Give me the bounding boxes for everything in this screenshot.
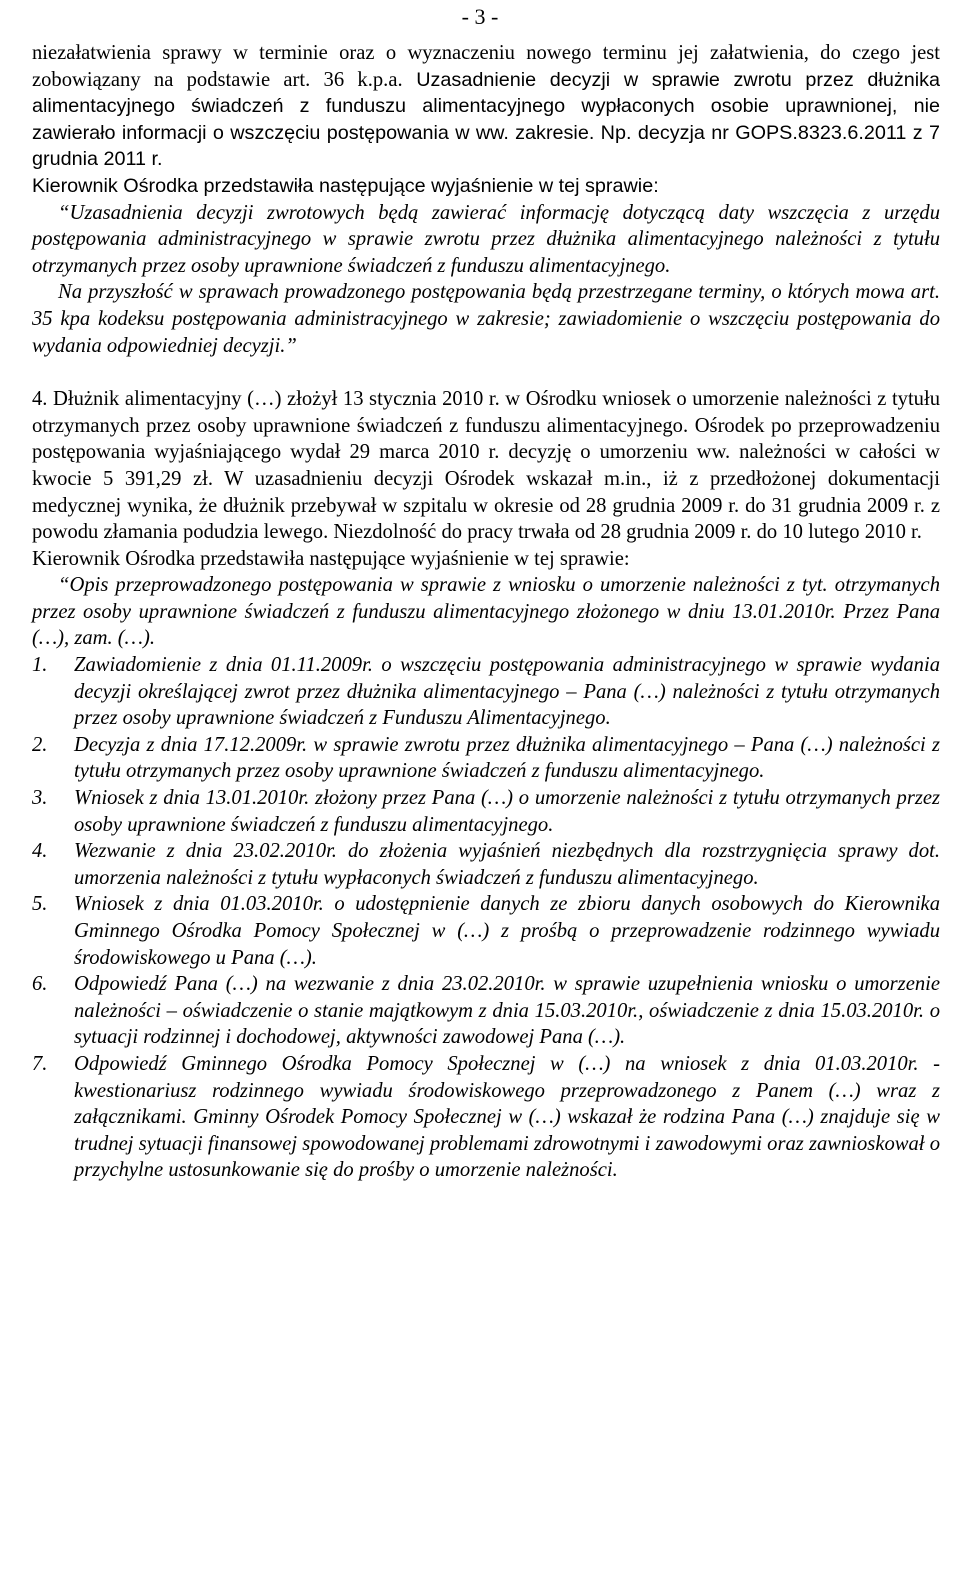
paragraph-1-sans: Uzasadnienie decyzji w sprawie zwrotu przez dłużnika alimentacyjnego świadczeń z funduszu alimentacyjnego wypłaconych osobie uprawnionej, nie zawierało informacji o wszczęciu postępowania w ww. zakresie. Np. decyzja nr GOPS.8323.6.2011 z 7 grudnia 2011 r. (32, 68, 940, 171)
list-item-number: 2. (32, 733, 48, 756)
list-item (32, 652, 940, 732)
list-item-text: Decyzja z dnia 17.12.2009r. w sprawie zwrotu przez dłużnika alimentacyjnego – Pana (…) należności z tytułu otrzymanych przez osoby uprawnione świadczeń z funduszu alimentacyjnego. (74, 733, 940, 783)
list-item (32, 1051, 940, 1184)
list-item (32, 891, 940, 971)
paragraph-1-serif: niezałatwienia sprawy w terminie oraz o wyznaczeniu nowego terminu jej załatwienia, do czego jest zobowiązany na podstawie art. 36 k.p.a. (32, 42, 940, 91)
explanation-intro-2: Kierownik Ośrodka przedstawiła następujące wyjaśnienie w tej sprawie: (32, 547, 630, 570)
list-item (32, 838, 940, 891)
quote-1: “Uzasadnienia decyzji zwrotowych będą zawierać informację dotyczącą daty wszczęcia z urzędu postępowania administracyjnego w sprawie zwrotu przez dłużnika alimentacyjnego należności z tytułu otrzymanych przez osoby uprawnione świadczeń z funduszu alimentacyjnego. (32, 201, 940, 277)
list-item (32, 732, 940, 785)
quote-3: “Opis przeprowadzonego postępowania w sprawie z wniosku o umorzenie należności z tyt. otrzymanych przez osoby uprawnione świadczeń z funduszu alimentacyjnego złożonego w dniu 13.01.2010r. Przez Pana (…), zam. (…). (32, 574, 940, 650)
paragraph-1 (32, 40, 940, 173)
list-item-number: 5. (32, 893, 48, 916)
list-item-number: 6. (32, 973, 48, 996)
list-item (32, 785, 940, 838)
list-item-number: 3. (32, 787, 48, 810)
list-item-text: Zawiadomienie z dnia 01.11.2009r. o wszczęciu postępowania administracyjnego w sprawie wydania decyzji określającej zwrot przez dłużnika alimentacyjnego – Pana (…) należności z tytułu otrzymanych przez osoby uprawnione świadczeń z Funduszu Alimentacyjnego. (74, 654, 940, 730)
list-item-number: 7. (32, 1052, 48, 1075)
list-item-text: Odpowiedź Pana (…) na wezwanie z dnia 23.02.2010r. w sprawie uzupełnienia wniosku o umorzenie należności – oświadczenie o stanie majątkowym z dnia 15.03.2010r., oświadczenie z dnia 15.03.2010r. o sytuacji rodzinnej i dochodowej, aktywności zawodowej Pana (…). (74, 973, 940, 1049)
list-item (32, 971, 940, 1051)
list-item-text: Wniosek z dnia 01.03.2010r. o udostępnienie danych ze zbioru danych osobowych do Kierownika Gminnego Ośrodka Pomocy Społecznej w (…) z prośbą o przeprowadzenie rodzinnego wywiadu środowiskowego u Pana (…). (74, 893, 940, 969)
paragraph-gap (32, 359, 940, 386)
list-item-text: Odpowiedź Gminnego Ośrodka Pomocy Społecznej w (…) na wniosek z dnia 01.03.2010r. - kwestionariusz rodzinnego wywiadu środowiskowego przeprowadzonego z Panem (…) wraz z załącznikami. Gminny Ośrodek Pomocy Społecznej w (…) wskazał że rodzina Pana (…) znajduje się w trudnej sytuacji finansowej spowodowanej problemami zdrowotnymi i zawodowymi oraz zawnioskował o przychylne ustosunkowanie się do prośby o umorzenie należności. (74, 1052, 940, 1182)
list-item-text: Wezwanie z dnia 23.02.2010r. do złożenia wyjaśnień niezbędnych dla rozstrzygnięcia sprawy dot. umorzenia należności z tytułu wypłaconych świadczeń z funduszu alimentacyjnego. (74, 840, 940, 889)
document-list (32, 652, 940, 1184)
finding-4: 4. Dłużnik alimentacyjny (…) złożył 13 stycznia 2010 r. w Ośrodku wniosek o umorzenie należności z tytułu otrzymanych przez osoby uprawnione świadczeń z funduszu alimentacyjnego. Ośrodek po przeprowadzeniu postępowania wyjaśniającego wydał 29 marca 2010 r. decyzję o umorzeniu ww. należności w całości w kwocie 5 391,29 zł. W uzasadnieniu decyzji Ośrodek wskazał m.in., iż z przedłożonej dokumentacji medycznej wynika, że dłużnik przebywał w szpitalu w okresie od 28 grudnia 2009 r. do 31 grudnia 2009 r. z powodu złamania podudzia lewego. Niezdolność do pracy trwała od 28 grudnia 2009 r. do 10 lutego 2010 r. (32, 388, 940, 544)
document-body (32, 40, 940, 1184)
list-item-number: 4. (32, 840, 48, 863)
quote-2: Na przyszłość w sprawach prowadzonego postępowania będą przestrzegane terminy, o których mowa art. 35 kpa kodeksu postępowania administracyjnego w zakresie; zawiadomienie o wszczęciu postępowania do wydania odpowiedniej decyzji.” (32, 281, 940, 357)
page-number: - 3 - (461, 4, 499, 29)
list-item-number: 1. (32, 654, 48, 677)
list-item-text: Wniosek z dnia 13.01.2010r. złożony przez Pana (…) o umorzenie należności z tytułu otrzymanych przez osoby uprawnione świadczeń z funduszu alimentacyjnego. (74, 787, 940, 836)
explanation-intro-1: Kierownik Ośrodka przedstawiła następujące wyjaśnienie w tej sprawie: (32, 174, 659, 197)
